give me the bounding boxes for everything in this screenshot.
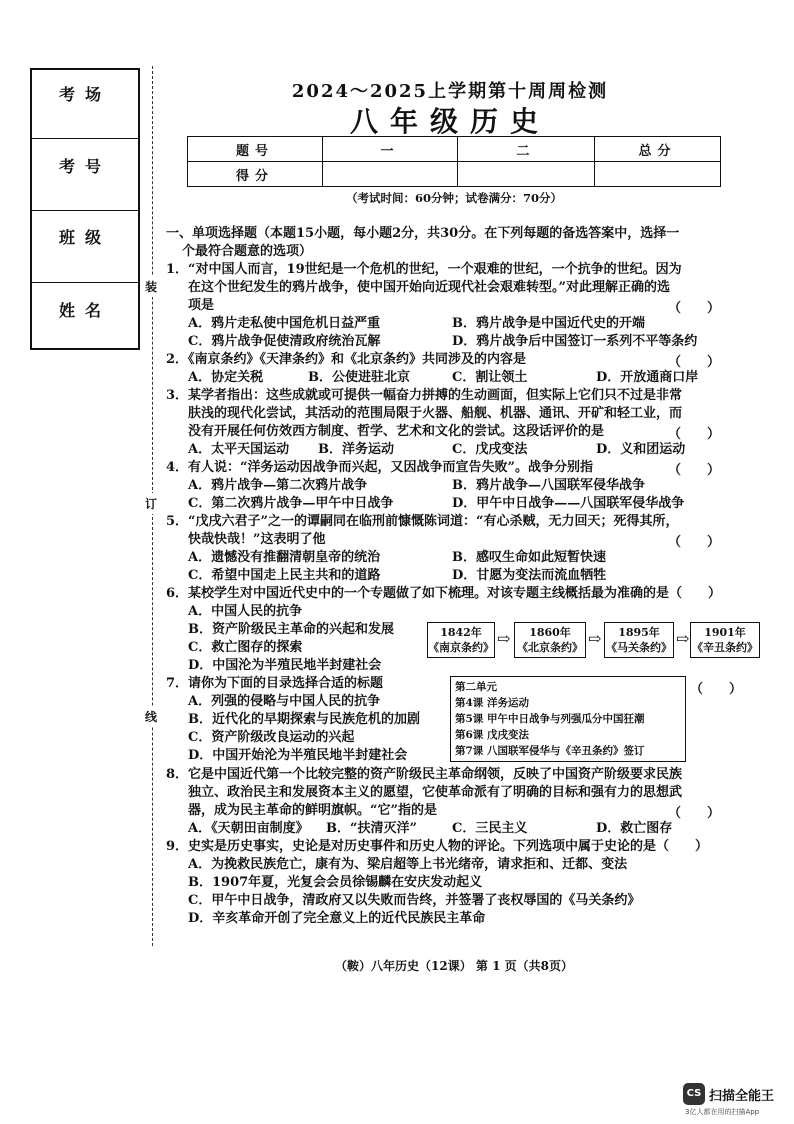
flow-arrow-icon: ⇨ (676, 629, 690, 648)
q9-option-c: C．甲午中日战争，清政府又以失败而告终，并签署了丧权辱国的《马关条约》 (188, 893, 641, 908)
q2-option-b: B．公使进驻北京 (308, 370, 410, 385)
label-exam-number: 考号 (58, 157, 111, 176)
q1-option-a: A．鸦片走私使中国危机日益严重 (188, 316, 381, 331)
exam-note: （考试时间：60分钟；试卷满分：70分） (345, 191, 562, 205)
toc-lesson-7: 第7课 八国联军侵华与《辛丑条约》签订 (455, 745, 645, 757)
q4-answer-paren[interactable]: （ ） (668, 463, 721, 478)
score-header-item: 题号 (188, 137, 323, 162)
q9-stem: 9．史实是历史事实，史论是对历史事件和历史人物的评论。下列选项中属于史论的是（ ） (166, 839, 709, 854)
q1-line1: 1．“对中国人而言，19世纪是一个危机的世纪，一个艰难的世纪，一个抗争的世纪。因为 (166, 262, 682, 277)
flow-arrow-icon: ⇨ (588, 629, 602, 648)
q4-option-a: A．鸦片战争—第二次鸦片战争 (188, 478, 368, 493)
q9-option-a: A．为挽救民族危亡，康有为、梁启超等上书光绪帝，请求拒和、迁都、变法 (188, 857, 628, 872)
q1-line2: 在这个世纪发生的鸦片战争，使中国开始向近现代社会艰难转型。”对此理解正确的选 (188, 280, 670, 295)
q8-option-d: D．救亡图存 (596, 821, 673, 836)
subject-title: 八年级历史 (349, 105, 550, 138)
score-header-total: 总分 (595, 137, 721, 162)
q7-option-c: C．资产阶级改良运动的兴起 (188, 730, 355, 745)
q4-option-d: D．甲午中日战争——八国联军侵华战争 (452, 496, 685, 511)
section-heading-line2: 个最符合题意的选项） (182, 244, 313, 259)
q8-line2: 独立、政治民主和发展资本主义的愿望，它使革命派有了明确的目标和强有力的思想武 (188, 785, 683, 800)
q2-option-d: D．开放通商口岸 (596, 370, 699, 385)
toc-unit: 第二单元 (455, 681, 497, 693)
score-cell-part1[interactable] (323, 162, 458, 187)
toc-lesson-5: 第5课 甲午中日战争与列强瓜分中国狂潮 (455, 713, 645, 725)
score-table (187, 136, 721, 187)
watermark-app-name: 扫描全能王 (709, 1089, 775, 1104)
q3-option-b: B．洋务运动 (318, 442, 394, 457)
exam-title: 2024～2025上学期第十周周检测 (291, 81, 609, 102)
toc-lesson-6: 第6课 戊戌变法 (455, 729, 529, 741)
flow-year-3: 1895年 (618, 626, 660, 639)
binding-char-ding: 订 (145, 493, 157, 514)
camscanner-logo-icon: CS (683, 1083, 705, 1105)
flow-treaty-3: 《马关条约》 (606, 641, 672, 654)
label-exam-room: 考场 (58, 85, 111, 104)
score-row-label: 得分 (188, 162, 323, 187)
q7-option-d: D．中国开始沦为半殖民地半封建社会 (188, 748, 408, 763)
flow-box-4 (690, 622, 760, 658)
flow-arrow-icon: ⇨ (497, 629, 511, 648)
q3-line2: 肤浅的现代化尝试，其活动的范围局限于火器、船舰、机器、通讯、开矿和轻工业，而 (188, 406, 683, 421)
q5-option-c: C．希望中国走上民主共和的道路 (188, 568, 381, 583)
q3-line3: 没有开展任何仿效西方制度、哲学、艺术和文化的尝试。这段话评价的是 (188, 424, 605, 439)
q3-answer-paren[interactable]: （ ） (668, 427, 721, 442)
toc-lesson-4: 第4课 洋务运动 (455, 697, 529, 709)
q3-option-c: C．戊戌变法 (452, 442, 528, 457)
q7-stem: 7．请你为下面的目录选择合适的标题 (166, 676, 384, 691)
binding-char-zhuang: 装 (145, 276, 157, 297)
q1-answer-paren[interactable]: （ ） (668, 301, 721, 316)
q9-option-d: D．辛亥革命开创了完全意义上的近代民族民主革命 (188, 911, 486, 926)
score-header-part2: 二 (458, 137, 595, 162)
q5-line2: 快哉快哉！”这表明了他 (188, 532, 326, 547)
q5-option-a: A．遗憾没有推翻清朝皇帝的统治 (188, 550, 381, 565)
flow-box-3 (604, 622, 674, 658)
q2-option-a: A．协定关税 (188, 370, 264, 385)
label-name: 姓名 (58, 301, 111, 320)
flow-treaty-1: 《南京条约》 (428, 641, 494, 654)
score-header-part1: 一 (323, 137, 458, 162)
q6-stem: 6．某校学生对中国近代史中的一个专题做了如下梳理。对该专题主线概括最为准确的是（ ） (166, 586, 722, 601)
q4-stem: 4．有人说：“洋务运动因战争而兴起，又因战争而宣告失败”。战争分别指 (166, 460, 594, 475)
flow-year-4: 1901年 (704, 626, 746, 639)
q6-option-a: A．中国人民的抗争 (188, 604, 303, 619)
label-class: 班级 (58, 228, 111, 247)
page-footer: （鞍）八年历史（12课） 第 1 页（共8页） (335, 959, 573, 973)
score-cell-part2[interactable] (458, 162, 595, 187)
q3-line1: 3．某学者指出：这些成就或可提供一幅奋力拼搏的生动画面，但实际上它们只不过是非常 (166, 388, 683, 403)
q7-option-b: B．近代化的早期探索与民族危机的加剧 (188, 712, 420, 727)
q5-option-d: D．甘愿为变法而流血牺牲 (452, 568, 607, 583)
score-cell-total[interactable] (595, 162, 721, 187)
flow-year-1: 1842年 (440, 626, 482, 639)
flow-treaty-2: 《北京条约》 (517, 641, 583, 654)
q4-option-b: B．鸦片战争—八国联军侵华战争 (452, 478, 645, 493)
q5-answer-paren[interactable]: （ ） (668, 535, 721, 550)
q6-option-c: C．救亡图存的探索 (188, 640, 303, 655)
q1-option-d: D．鸦片战争后中国签订一系列不平等条约 (452, 334, 698, 349)
q3-option-d: D．义和团运动 (596, 442, 686, 457)
q8-option-c: C．三民主义 (452, 821, 528, 836)
binding-char-xian: 线 (145, 706, 157, 727)
watermark-tagline: 3亿人都在用的扫描App (685, 1108, 760, 1116)
q9-option-b: B．1907年夏，光复会会员徐锡麟在安庆发动起义 (188, 875, 483, 890)
q2-stem: 2．《南京条约》《天津条约》和《北京条约》共同涉及的内容是 (166, 352, 527, 367)
q4-option-c: C．第二次鸦片战争—甲午中日战争 (188, 496, 394, 511)
q1-option-c: C．鸦片战争促使清政府统治瓦解 (188, 334, 381, 349)
q8-line3: 器，成为民主革命的鲜明旗帜。“它”指的是 (188, 803, 437, 818)
section-heading-line1: 一、单项选择题（本题15小题，每小题2分，共30分。在下列每题的备选答案中，选择一 (166, 226, 680, 241)
flow-year-2: 1860年 (529, 626, 571, 639)
q8-option-a: A．《天朝田亩制度》 (188, 821, 309, 836)
q2-answer-paren[interactable]: （ ） (668, 355, 721, 370)
table-of-contents-box (450, 676, 686, 762)
q8-line1: 8．它是中国近代第一个比较完整的资产阶级民主革命纲领，反映了中国资产阶级要求民族 (166, 767, 683, 782)
flow-treaty-4: 《辛丑条约》 (692, 641, 758, 654)
flow-box-2 (514, 622, 586, 658)
q7-answer-paren[interactable]: （ ） (690, 682, 743, 697)
q8-option-b: B．“扶清灭洋” (326, 821, 417, 836)
flow-box-1 (427, 622, 495, 658)
q1-line3: 项是 (188, 298, 215, 313)
q1-option-b: B．鸦片战争是中国近代史的开端 (452, 316, 645, 331)
student-info-table (30, 68, 140, 350)
q7-option-a: A．列强的侵略与中国人民的抗争 (188, 694, 381, 709)
q8-answer-paren[interactable]: （ ） (668, 806, 721, 821)
q6-option-d: D．中国沦为半殖民地半封建社会 (188, 658, 382, 673)
q3-option-a: A．太平天国运动 (188, 442, 290, 457)
q6-option-b: B．资产阶级民主革命的兴起和发展 (188, 622, 394, 637)
q5-line1: 5．“戊戌六君子”之一的谭嗣同在临刑前慷慨陈词道：“有心杀贼，无力回天；死得其所， (166, 514, 679, 529)
q2-option-c: C．割让领土 (452, 370, 528, 385)
q5-option-b: B．感叹生命如此短暂快速 (452, 550, 606, 565)
